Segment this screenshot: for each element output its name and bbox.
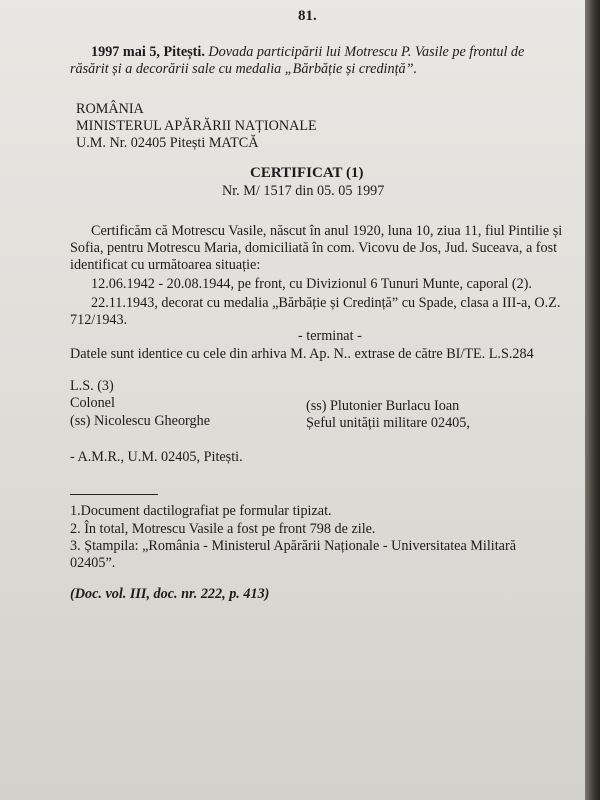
- certificate-title: CERTIFICAT (1): [250, 165, 364, 181]
- page-number: 81.: [298, 8, 317, 24]
- footnote-divider: [70, 494, 158, 495]
- certificate-number: Nr. M/ 1517 din 05. 05 1997: [222, 183, 385, 199]
- footnote-3-line2: 02405”.: [70, 555, 116, 571]
- heading-description-cont: răsărit și a decorării sale cu medalia „Bărbăție și credință”.: [70, 61, 418, 77]
- signer-right-name: (ss) Plutonier Burlacu Ioan: [306, 398, 460, 414]
- footnote-3-line1: 3. Ștampila: „România - Ministerul Apărării Naționale - Universitatea Militară: [70, 538, 516, 554]
- source-reference: (Doc. vol. III, doc. nr. 222, p. 413): [70, 586, 270, 602]
- signer-left-rank: Colonel: [70, 395, 115, 411]
- archive-statement: Datele sunt identice cu cele din arhiva M. Ap. N.. extrase de către BI/TE. L.S.284: [70, 346, 534, 362]
- decoration-item-line2: 712/1943.: [70, 312, 128, 328]
- footnote-2: 2. În total, Motrescu Vasile a fost pe front 798 de zile.: [70, 521, 376, 537]
- distribution-line: - A.M.R., U.M. 02405, Pitești.: [70, 449, 243, 465]
- heading-date-place: 1997 mai 5, Pitești.: [91, 44, 205, 60]
- footnote-1: 1.Document dactilografiat pe formular tipizat.: [70, 503, 332, 519]
- signer-right-title: Șeful unității militare 02405,: [306, 415, 470, 431]
- service-period-item: 12.06.1942 - 20.08.1944, pe front, cu Divizionul 6 Tunuri Munte, caporal (2).: [91, 276, 532, 292]
- terminat-label: - terminat -: [298, 328, 362, 344]
- issuer-country: ROMÂNIA: [76, 101, 144, 117]
- body-paragraph-line3: identificat cu următoarea situație:: [70, 257, 261, 273]
- decoration-item-line1: 22.11.1943, decorat cu medalia „Bărbăție și Credință” cu Spade, clasa a III-a, O.Z.: [91, 295, 561, 311]
- document-heading-line1: [91, 44, 524, 61]
- issuer-ministry: MINISTERUL APĂRĂRII NAȚIONALE: [76, 118, 317, 134]
- issuer-unit: U.M. Nr. 02405 Pitești MATCĂ: [76, 135, 259, 151]
- body-paragraph-line1: Certificăm că Motrescu Vasile, născut în anul 1920, luna 10, ziua 11, fiul Pintilie și: [91, 223, 563, 239]
- signer-left-name: (ss) Nicolescu Gheorghe: [70, 413, 210, 429]
- seal-mark: L.S. (3): [70, 378, 114, 394]
- body-paragraph-line2: Sofia, pentru Motrescu Maria, domiciliată în com. Vicovu de Jos, Jud. Suceava, a fost: [70, 240, 558, 256]
- book-spine-edge: [585, 0, 600, 800]
- heading-description: Dovada participării lui Motrescu P. Vasile pe frontul de: [208, 44, 525, 60]
